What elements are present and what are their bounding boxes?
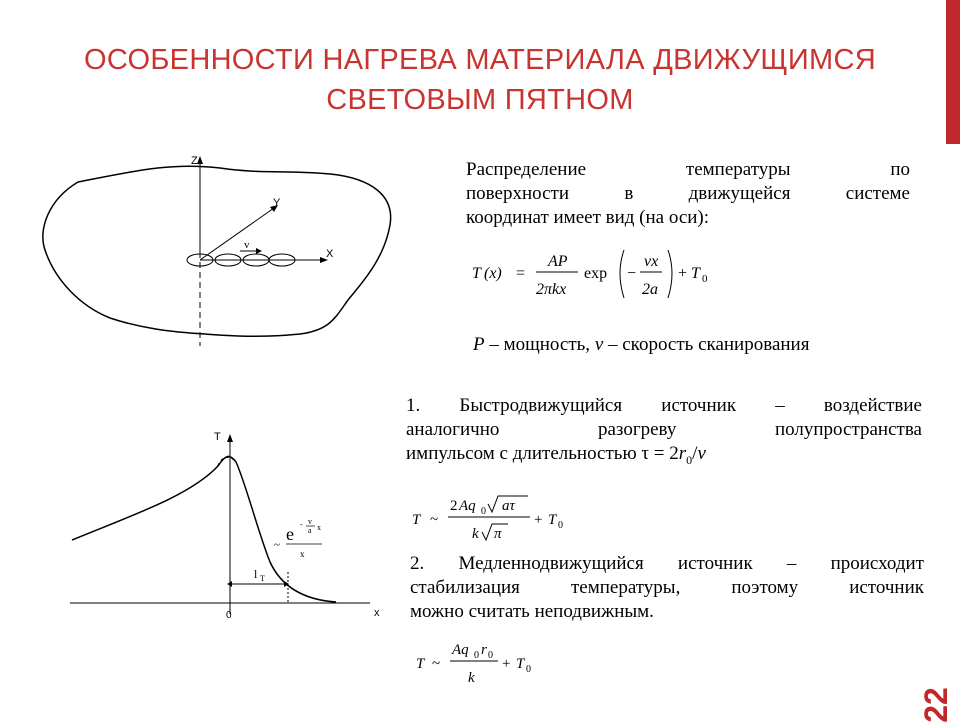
svg-text:aτ: aτ xyxy=(502,498,515,514)
svg-text:0: 0 xyxy=(526,664,531,675)
svg-text:0: 0 xyxy=(481,506,486,517)
svg-text:0: 0 xyxy=(558,520,563,531)
svg-text:Aq: Aq xyxy=(452,642,469,658)
slow-line-1: 2. Медленнодвижущийся источник – происходит xyxy=(410,553,924,574)
svg-text:T: T xyxy=(472,265,481,282)
svg-text:~: ~ xyxy=(432,656,441,672)
velocity-arrow-head xyxy=(256,248,262,254)
power-symbol: P xyxy=(473,334,485,355)
slow-source-paragraph xyxy=(410,552,924,624)
power-speed-note xyxy=(473,333,809,357)
svg-text:k: k xyxy=(472,526,479,542)
x-axis-label: x xyxy=(374,607,380,619)
svg-text:T: T xyxy=(416,656,425,672)
intro-line-3: координат имеет вид (на оси): xyxy=(466,207,710,228)
exp-base: e xyxy=(286,524,294,544)
svg-text:exp: exp xyxy=(584,265,608,282)
t-axis-label: T xyxy=(214,431,221,443)
formula-fast-source xyxy=(406,492,576,548)
svg-text:+: + xyxy=(678,265,688,282)
accent-bar xyxy=(946,0,960,144)
svg-text:-: - xyxy=(300,520,303,529)
svg-text:v: v xyxy=(308,517,312,526)
svg-text:0: 0 xyxy=(702,273,708,285)
fast-line-2: аналогично разогреву полупространства xyxy=(406,419,922,440)
intro-paragraph xyxy=(466,158,910,230)
power-description: – мощность, xyxy=(484,334,595,355)
formula-slow-source xyxy=(410,638,550,694)
fast-line-3: импульсом с длительностью $\tau = 2r_0/v$ xyxy=(406,443,706,467)
svg-text:T: T xyxy=(548,512,557,528)
fast-line-1: 1. Быстродвижущийся источник – воздействие xyxy=(406,395,922,416)
fast-source-paragraph xyxy=(406,394,922,472)
y-axis xyxy=(200,208,274,260)
title-line-1: ОСОБЕННОСТИ НАГРЕВА МАТЕРИАЛА ДВИЖУЩИМСЯ xyxy=(84,44,876,76)
intro-line-1: Распределение температуры по xyxy=(466,159,910,180)
velocity-label: v xyxy=(244,239,250,251)
title-line-2: СВЕТОВЫМ ПЯТНОМ xyxy=(326,84,634,116)
speed-symbol: v xyxy=(594,334,604,355)
t-axis-arrow xyxy=(227,434,233,442)
svg-text:Aq: Aq xyxy=(459,498,476,514)
x-axis-label: X xyxy=(326,248,334,260)
asymptote-tilde: ~ xyxy=(274,539,280,551)
slide-title xyxy=(40,40,920,120)
svg-text:~: ~ xyxy=(430,512,439,528)
svg-text:T: T xyxy=(691,265,700,282)
svg-text:π: π xyxy=(494,526,502,542)
svg-text:a: a xyxy=(308,526,312,535)
svg-text:0: 0 xyxy=(474,650,479,661)
svg-text:k: k xyxy=(468,670,475,686)
svg-text:0: 0 xyxy=(488,650,493,661)
lt-label: l xyxy=(254,567,258,581)
svg-text:−: − xyxy=(627,265,637,282)
intro-line-2: поверхности в движущейся системе xyxy=(466,183,910,204)
lt-subscript: T xyxy=(260,574,265,583)
svg-text:2πkx: 2πkx xyxy=(536,281,567,298)
z-axis-label: Z xyxy=(191,155,198,167)
svg-text:r: r xyxy=(481,642,487,658)
svg-text:vx: vx xyxy=(644,253,659,270)
z-axis-arrow xyxy=(197,156,203,164)
svg-text:(x): (x) xyxy=(484,265,502,282)
origin-label: 0 xyxy=(226,610,232,621)
svg-text:2a: 2a xyxy=(642,281,658,298)
exp-denominator: x xyxy=(300,549,305,559)
y-axis-label: Y xyxy=(273,197,281,209)
moving-spot-diagram xyxy=(30,150,400,360)
svg-text:2: 2 xyxy=(450,498,458,514)
page-number: 22 xyxy=(918,687,954,723)
svg-text:x: x xyxy=(317,523,321,532)
temperature-profile-graph xyxy=(60,420,400,630)
svg-text:T: T xyxy=(412,512,421,528)
svg-text:AP: AP xyxy=(548,253,568,270)
svg-text:+: + xyxy=(502,656,511,672)
slow-line-2: стабилизация температуры, поэтому источник xyxy=(410,577,924,598)
temperature-curve xyxy=(72,456,336,602)
speed-description: – скорость сканирования xyxy=(603,334,810,355)
svg-text:+: + xyxy=(534,512,543,528)
svg-text:T: T xyxy=(516,656,525,672)
slow-line-3: можно считать неподвижным. xyxy=(410,601,654,622)
formula-temperature-distribution xyxy=(466,244,726,304)
svg-text:=: = xyxy=(516,265,526,282)
sample-outline xyxy=(43,166,391,336)
